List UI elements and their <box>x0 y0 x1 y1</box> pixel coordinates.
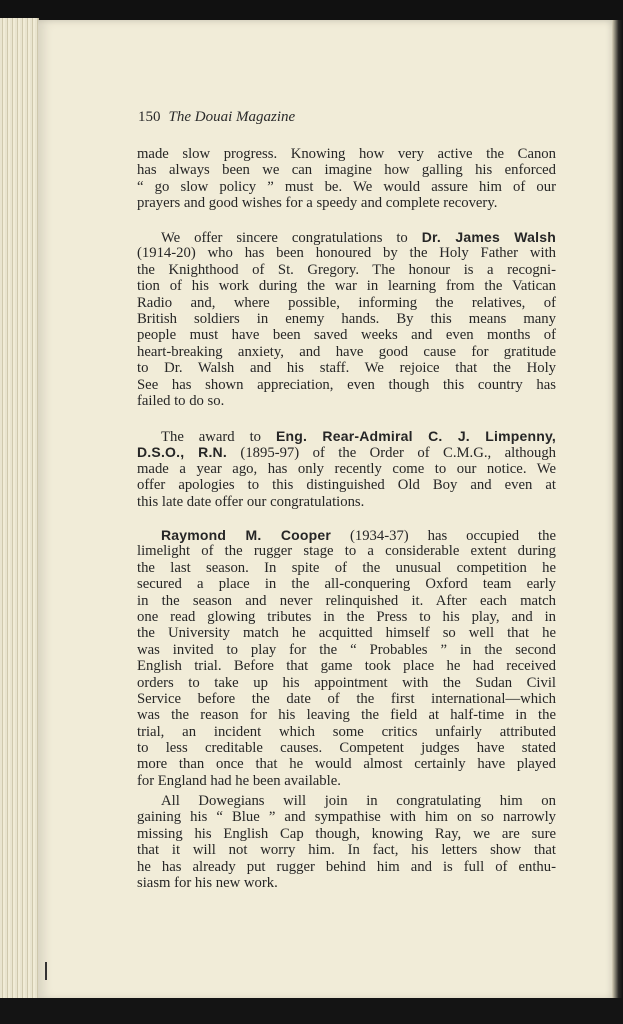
text-line: that it will not worry him. In fact, his letters show that <box>137 842 556 859</box>
text-line: made a year ago, has only recently come to our notice. We <box>137 460 556 477</box>
paragraph-raymond-cooper <box>137 527 556 789</box>
scan-bottom-border <box>0 998 623 1024</box>
text-line: one read glowing tributes in the Press to his play, and in <box>137 608 556 625</box>
text-line: “ go slow policy ” must be. We would assure him of our <box>137 178 556 195</box>
text-line: siasm for his new work. <box>137 874 278 891</box>
text-line: has always been we can imagine how galling his enforced <box>137 162 556 179</box>
text-line: See has shown appreciation, even though this country has <box>137 376 556 393</box>
text-span: (1895-97) of the Order of C.M.G., although <box>240 445 557 462</box>
magazine-title: The Douai Magazine <box>168 109 296 125</box>
scan-top-border <box>0 0 623 22</box>
text-line: for England had he been available. <box>137 772 341 789</box>
text-line: was invited to play for the “ Probables ” in the second <box>137 641 556 658</box>
text-line: (1914-20) who has been honoured by the Holy Father with <box>137 245 556 262</box>
text-line: to Dr. Walsh and his staff. We rejoice that the Holy <box>137 360 556 377</box>
text-line: prayers and good wishes for a speedy and complete recovery. <box>137 195 498 212</box>
text-line: the Knighthood of St. Gregory. The honour is a recogni- <box>137 261 556 278</box>
text-span: (1934-37) has occupied the <box>349 528 556 544</box>
paragraph-james-walsh <box>137 229 556 409</box>
text-line: in the season and never relinquished it. After each match <box>137 592 556 609</box>
text-line: trial, an incident which some critics unfairly attributed <box>137 723 556 740</box>
page-number: 150 <box>138 109 161 125</box>
text-line <box>137 527 556 543</box>
text-span: We offer sincere congratulations to <box>161 230 408 246</box>
book-page-edges <box>0 18 39 1000</box>
text-line <box>137 444 556 460</box>
book-gutter-shadow <box>612 20 623 1000</box>
text-line: was the reason for his leaving the field at half-time in the <box>137 707 556 724</box>
margin-pencil-mark <box>45 962 47 980</box>
person-honours: D.S.O., R.N. <box>137 444 227 461</box>
text-line: gaining his “ Blue ” and sympathise with him on so narrowly <box>137 809 556 826</box>
text-line: offer apologies to this distinguished Old Boy and even at <box>137 477 556 494</box>
person-name-cooper: Raymond M. Cooper <box>161 527 332 543</box>
text-line: limelight of the rugger stage to a considerable extent during <box>137 543 556 560</box>
text-line: British soldiers in enemy hands. By this means many <box>137 310 556 327</box>
text-line: missing his English Cap though, knowing Ray, we are sure <box>137 825 556 842</box>
text-line: to less creditable causes. Competent judges have stated <box>137 740 556 757</box>
text-line: tion of his work during the war in learning from the Vatican <box>137 278 556 295</box>
text-line: the University match he acquitted himself so well that he <box>137 625 556 642</box>
text-span: The award to <box>161 429 261 445</box>
text-line: orders to take up his appointment with the Sudan Civil <box>137 674 556 691</box>
text-line <box>137 428 556 444</box>
paragraph-dowegians <box>137 793 556 891</box>
text-line: Service before the date of the first international—which <box>137 690 556 707</box>
running-header <box>138 109 295 126</box>
text-line: heart-breaking anxiety, and have good cause for gratitude <box>137 343 556 360</box>
text-line: secured a place in the all-conquering Oxford team early <box>137 576 556 593</box>
text-line: more than once that he would almost certainly have played <box>137 756 556 773</box>
paragraph-canon-recovery <box>137 146 556 212</box>
text-line: Radio and, where possible, informing the relatives, of <box>137 294 556 311</box>
text-line: this late date offer our congratulations. <box>137 493 365 510</box>
person-name-limpenny: Eng. Rear-Admiral C. J. Limpenny, <box>275 428 557 444</box>
person-name-walsh: Dr. James Walsh <box>421 229 556 245</box>
text-line: he has already put rugger behind him and is full of enthu- <box>137 858 556 875</box>
text-line: failed to do so. <box>137 392 225 409</box>
text-line: English trial. Before that game took place he had received <box>137 658 556 675</box>
text-line <box>137 229 556 245</box>
text-line: made slow progress. Knowing how very active the Canon <box>137 146 556 162</box>
text-line: the last season. In spite of the unusual competition he <box>137 559 556 576</box>
text-line: people must have been saved weeks and even months of <box>137 327 556 344</box>
paragraph-limpenny <box>137 428 556 510</box>
text-line: All Dowegians will join in congratulating him on <box>161 793 556 809</box>
